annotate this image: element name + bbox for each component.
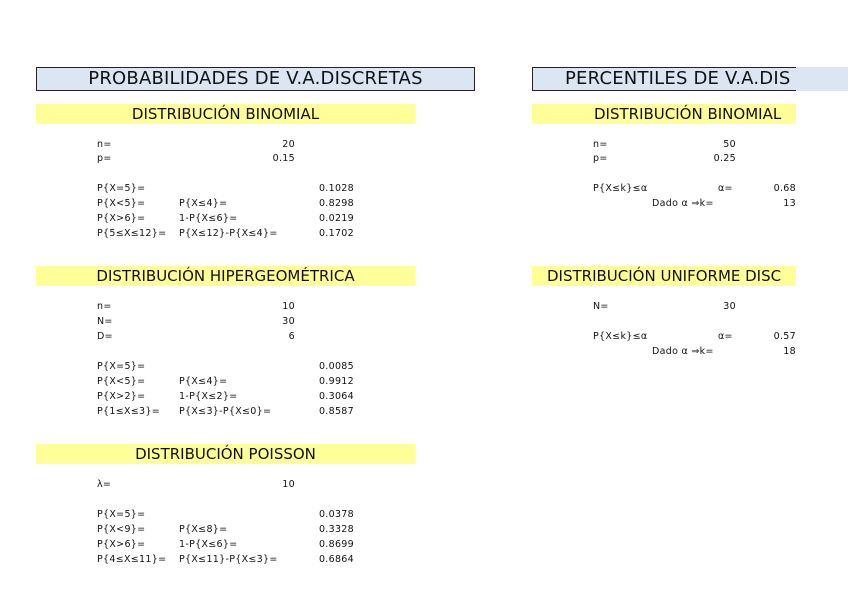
right-title-fill [796, 67, 848, 91]
prob-equivalent: P{X≤11}-P{X≤3}= [179, 554, 278, 565]
prob-value: 0.0378 [318, 509, 354, 520]
alpha-value: 0.68 [773, 183, 796, 194]
prob-value: 0.3328 [318, 524, 354, 535]
prob-equivalent: P{X≤12}-P{X≤4}= [179, 228, 278, 239]
percentile-query: P{X≤k}≤α [593, 331, 648, 342]
prob-value: 0.6864 [318, 554, 354, 565]
prob-expression: P{X=5}= [97, 361, 146, 372]
param-label: n= [97, 301, 112, 312]
right-main-title: PERCENTILES DE V.A.DIS [532, 67, 796, 91]
prob-equivalent: P{X≤8}= [179, 524, 228, 535]
prob-expression: P{X>6}= [97, 539, 146, 550]
param-value: 10 [282, 479, 295, 490]
param-label: p= [97, 153, 112, 164]
prob-equivalent: 1-P{X≤6}= [179, 213, 238, 224]
prob-expression: P{X>2}= [97, 391, 146, 402]
prob-value: 0.3064 [318, 391, 354, 402]
right-binomial-section-title: DISTRIBUCIÓN BINOMIAL [532, 104, 796, 124]
prob-equivalent: P{X≤4}= [179, 198, 228, 209]
param-label: n= [97, 139, 112, 150]
param-value: 0.25 [713, 153, 736, 164]
alpha-value: 0.57 [773, 331, 796, 342]
prob-expression: P{X=5}= [97, 183, 146, 194]
prob-value: 0.9912 [318, 376, 354, 387]
param-label: n= [593, 139, 608, 150]
uniform-section-title: DISTRIBUCIÓN UNIFORME DISC [532, 266, 796, 286]
alpha-label: α= [718, 331, 733, 342]
percentile-query: P{X≤k}≤α [593, 183, 648, 194]
left-main-title: PROBABILIDADES DE V.A.DISCRETAS [36, 67, 475, 91]
k-value: 18 [783, 346, 796, 357]
prob-value: 0.1028 [318, 183, 354, 194]
given-alpha-label: Dado α ⇒k= [652, 346, 714, 357]
param-label: λ= [97, 479, 112, 490]
prob-expression: P{5≤X≤12}= [97, 228, 167, 239]
prob-value: 0.1702 [318, 228, 354, 239]
alpha-label: α= [718, 183, 733, 194]
param-value: 20 [282, 139, 295, 150]
hypergeometric-section-title: DISTRIBUCIÓN HIPERGEOMÉTRICA [36, 266, 415, 286]
param-label: p= [593, 153, 608, 164]
prob-value: 0.8587 [318, 406, 354, 417]
prob-value: 0.8298 [318, 198, 354, 209]
param-label: D= [97, 331, 113, 342]
binomial-section-title: DISTRIBUCIÓN BINOMIAL [36, 104, 415, 124]
param-value: 50 [723, 139, 736, 150]
prob-expression: P{X<5}= [97, 376, 146, 387]
prob-expression: P{1≤X≤3}= [97, 406, 160, 417]
given-alpha-label: Dado α ⇒k= [652, 198, 714, 209]
prob-equivalent: 1-P{X≤2}= [179, 391, 238, 402]
poisson-section-title: DISTRIBUCIÓN POISSON [36, 444, 415, 464]
k-value: 13 [783, 198, 796, 209]
prob-equivalent: P{X≤3}-P{X≤0}= [179, 406, 272, 417]
prob-expression: P{X>6}= [97, 213, 146, 224]
prob-expression: P{4≤X≤11}= [97, 554, 167, 565]
prob-expression: P{X<9}= [97, 524, 146, 535]
prob-value: 0.0219 [318, 213, 354, 224]
param-value: 30 [282, 316, 295, 327]
prob-expression: P{X<5}= [97, 198, 146, 209]
prob-value: 0.8699 [318, 539, 354, 550]
prob-equivalent: P{X≤4}= [179, 376, 228, 387]
prob-equivalent: 1-P{X≤6}= [179, 539, 238, 550]
prob-expression: P{X=5}= [97, 509, 146, 520]
param-value: 10 [282, 301, 295, 312]
param-label: N= [97, 316, 113, 327]
param-label: N= [593, 301, 609, 312]
prob-value: 0.0085 [318, 361, 354, 372]
param-value: 30 [723, 301, 736, 312]
param-value: 0.15 [272, 153, 295, 164]
param-value: 6 [288, 331, 295, 342]
